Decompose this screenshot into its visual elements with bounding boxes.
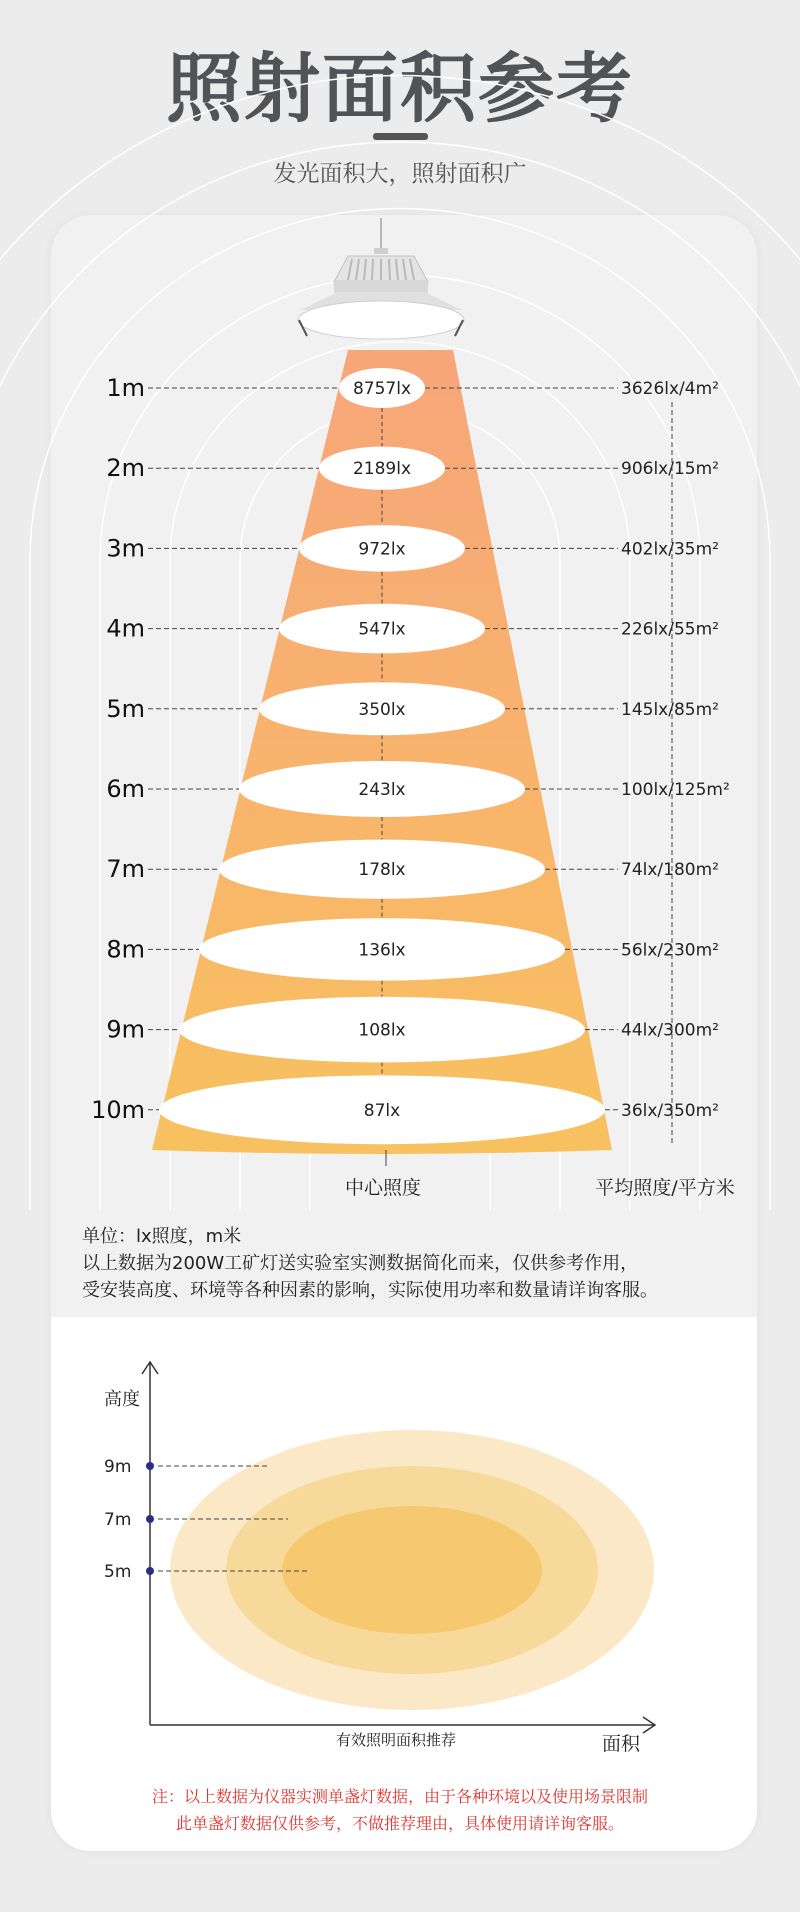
average-illuminance-label: 906lx/15m²	[621, 459, 719, 480]
x-axis-caption: 有效照明面积推荐	[335, 1731, 457, 1749]
average-illuminance-label: 56lx/230m²	[621, 940, 719, 961]
page-subtitle: 发光面积大，照射面积广	[273, 161, 527, 187]
average-illuminance-label: 226lx/55m²	[621, 619, 719, 640]
center-illuminance-label: 178lx	[358, 860, 406, 881]
average-illuminance-label: 74lx/180m²	[621, 860, 719, 881]
center-column-label: 中心照度	[344, 1177, 422, 1199]
center-illuminance-label: 350lx	[358, 699, 406, 720]
center-illuminance-label: 108lx	[358, 1020, 406, 1041]
level-label-9m: 9m	[104, 1457, 132, 1477]
lamp-icon	[298, 218, 464, 339]
warning-line: 此单盏灯数据仅供参考，不做推荐理由，具体使用请详询客服。	[175, 1814, 624, 1833]
average-illuminance-label: 36lx/350m²	[621, 1100, 719, 1121]
level-dot-7m	[146, 1515, 154, 1523]
average-illuminance-label: 44lx/300m²	[621, 1020, 719, 1041]
notes-block	[82, 1223, 658, 1304]
height-label: 5m	[106, 694, 145, 723]
height-label: 9m	[106, 1015, 145, 1044]
average-illuminance-label: 100lx/125m²	[621, 780, 730, 800]
coverage-area-chart	[0, 1320, 800, 1760]
note-line: 受安装高度、环境等各种因素的影响，实际使用功率和数量请详询客服。	[82, 1280, 658, 1301]
height-label: 8m	[106, 935, 145, 964]
center-illuminance-label: 972lx	[358, 539, 406, 560]
average-illuminance-label: 402lx/35m²	[621, 539, 719, 560]
height-label: 4m	[106, 614, 145, 643]
height-label: 1m	[106, 374, 145, 402]
average-illuminance-label: 3626lx/4m²	[621, 379, 719, 399]
average-column-label: 平均照度/平方米	[595, 1177, 735, 1199]
level-label-5m: 5m	[104, 1562, 132, 1582]
warning-note	[0, 1783, 800, 1837]
center-illuminance-label: 136lx	[358, 940, 406, 961]
center-illuminance-label: 547lx	[358, 619, 406, 640]
note-line: 以上数据为200W工矿灯送实验室实测数据简化而来，仅供参考作用，	[82, 1253, 639, 1274]
average-illuminance-label: 145lx/85m²	[621, 699, 719, 720]
level-dot-5m	[146, 1567, 154, 1575]
center-illuminance-label: 243lx	[358, 780, 406, 800]
area-ring-5m	[282, 1506, 542, 1634]
y-axis-label: 高度	[104, 1389, 140, 1410]
x-axis-label: 面积	[602, 1733, 641, 1755]
page-title: 照射面积参考	[166, 44, 634, 133]
level-label-7m: 7m	[104, 1510, 132, 1530]
center-illuminance-label: 2189lx	[352, 459, 412, 480]
height-label: 3m	[106, 534, 145, 563]
level-dot-9m	[146, 1462, 154, 1470]
height-label: 10m	[91, 1095, 145, 1124]
height-label: 7m	[106, 855, 145, 884]
note-line: 单位：lx照度，m米	[82, 1226, 242, 1247]
center-illuminance-label: 87lx	[363, 1100, 401, 1121]
warning-line: 注：以上数据为仪器实测单盏灯数据，由于各种环境以及使用场景限制	[151, 1787, 648, 1806]
height-label: 2m	[106, 454, 145, 483]
height-label: 6m	[106, 775, 145, 803]
center-illuminance-label: 8757lx	[352, 379, 412, 399]
